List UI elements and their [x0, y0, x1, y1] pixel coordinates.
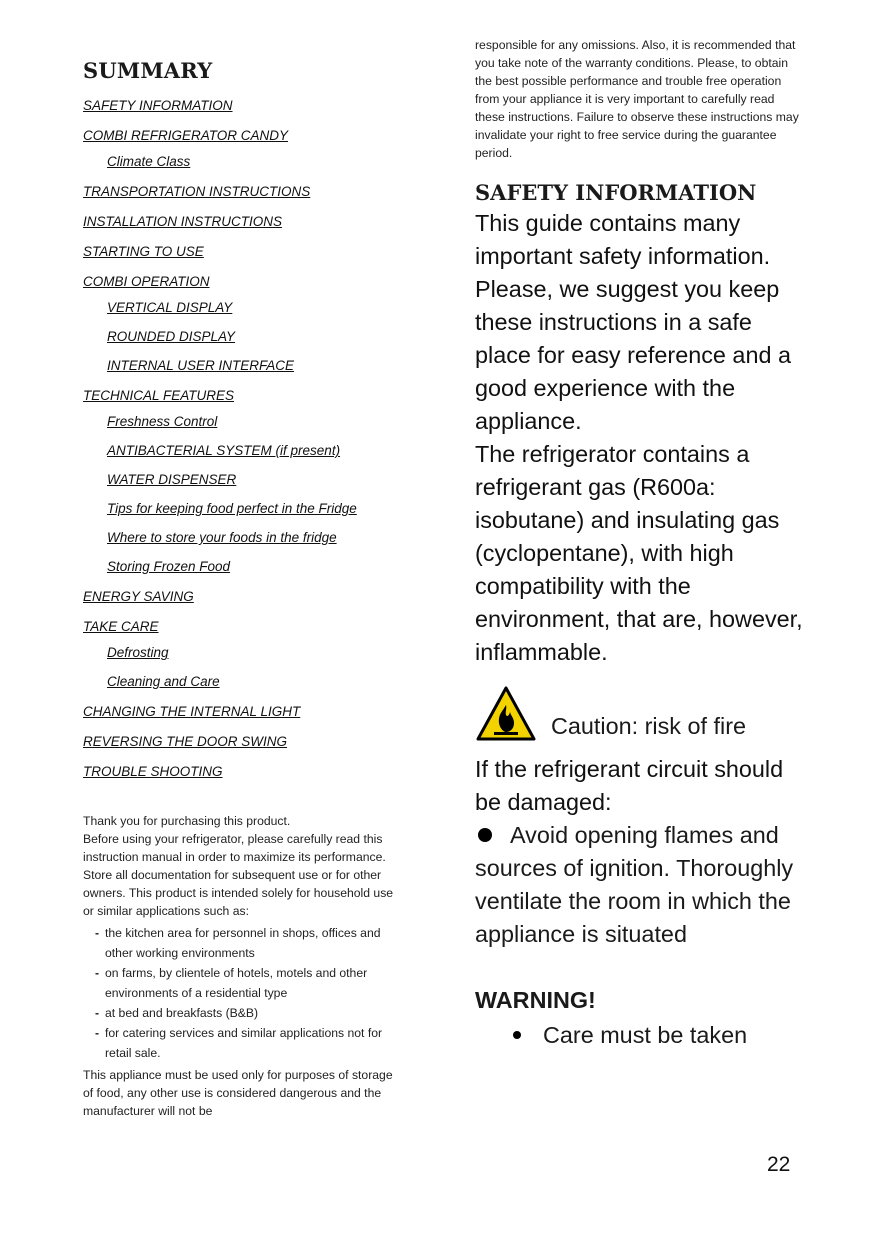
bullet-icon — [513, 1031, 521, 1039]
ignition-bullet: Avoid opening flames and sources of ignition. Thoroughly ventilate the room in which the appliance is situated — [475, 822, 794, 947]
right-column — [475, 36, 805, 1052]
dash-icon: - — [95, 1006, 100, 1020]
usage-item: - the kitchen area for personnel in shops, offices and other working environments — [83, 923, 403, 963]
safety-paragraph-2: The refrigerator contains a refrigerant gas (R600a: isobutane) and insulating gas (cyclopentane), with high compatibility with the environment, that are, however, inflammable. — [475, 441, 803, 665]
toc-internal-user-interface[interactable]: INTERNAL USER INTERFACE — [107, 358, 295, 373]
toc-safety-information[interactable]: SAFETY INFORMATION — [83, 98, 233, 113]
toc-starting-to-use[interactable]: STARTING TO USE — [83, 244, 204, 259]
toc-tips-fridge[interactable]: Tips for keeping food perfect in the Fridge — [107, 501, 357, 516]
toc-trouble-shooting[interactable]: TROUBLE SHOOTING — [83, 764, 223, 779]
toc-combi-refrigerator[interactable]: COMBI REFRIGERATOR CANDY — [83, 128, 289, 143]
toc-take-care[interactable]: TAKE CARE — [83, 619, 159, 634]
intro-before-using: Before using your refrigerator, please carefully read this instruction manual in order to maximize its performance. Store all documentation for subsequent use or for other owners. This product is intended solely for household use or similar applications such as: — [83, 832, 394, 918]
dash-icon: - — [95, 966, 100, 980]
bullet-icon — [478, 828, 492, 842]
toc-energy-saving[interactable]: ENERGY SAVING — [83, 589, 194, 604]
warning-heading: WARNING! — [475, 987, 596, 1013]
toc-defrosting[interactable]: Defrosting — [107, 645, 169, 660]
warning-item: Care must be taken — [513, 1019, 805, 1052]
page-number: 22 — [767, 1153, 791, 1176]
toc-transportation[interactable]: TRANSPORTATION INSTRUCTIONS — [83, 184, 311, 199]
usage-item: - on farms, by clientele of hotels, motels and other environments of a residential type — [83, 963, 403, 1003]
toc-climate-class[interactable]: Climate Class — [107, 154, 191, 169]
toc-storing-frozen-food[interactable]: Storing Frozen Food — [107, 559, 231, 574]
intro-thank-you: Thank you for purchasing this product. — [83, 814, 291, 828]
toc-where-to-store[interactable]: Where to store your foods in the fridge — [107, 530, 337, 545]
toc-cleaning-and-care[interactable]: Cleaning and Care — [107, 674, 220, 689]
caution-text: Caution: risk of fire — [551, 712, 746, 739]
continuation-text: responsible for any omissions. Also, it is recommended that you take note of the warranty conditions. Please, to obtain the best possible performance and trouble free operation from your appliance it is very important to carefully read these instructions. Failure to observe these instructions may invalidate your right to free service during the guarantee period. — [475, 38, 799, 160]
usage-item: - for catering services and similar applications not for retail sale. — [83, 1023, 403, 1063]
left-column — [83, 58, 403, 1120]
toc-changing-internal-light[interactable]: CHANGING THE INTERNAL LIGHT — [83, 704, 301, 719]
dash-icon: - — [95, 1026, 100, 1040]
toc-rounded-display[interactable]: ROUNDED DISPLAY — [107, 329, 236, 344]
circuit-damage-text: If the refrigerant circuit should be damaged: — [475, 756, 784, 815]
usage-list — [83, 923, 403, 1063]
toc-reversing-door-swing[interactable]: REVERSING THE DOOR SWING — [83, 734, 288, 749]
usage-item: - at bed and breakfasts (B&B) — [83, 1003, 403, 1023]
flammable-warning-icon — [475, 685, 537, 743]
toc-antibacterial-system[interactable]: ANTIBACTERIAL SYSTEM (if present) — [107, 443, 341, 458]
toc-combi-operation[interactable]: COMBI OPERATION — [83, 274, 210, 289]
dash-icon: - — [95, 926, 100, 940]
toc-water-dispenser[interactable]: WATER DISPENSER — [107, 472, 237, 487]
safety-information-heading: SAFETY INFORMATION — [475, 180, 757, 205]
caution-row — [475, 685, 805, 743]
summary-title: SUMMARY — [83, 58, 213, 83]
safety-paragraph-1: This guide contains many important safety information. Please, we suggest you keep these instructions in a safe place for easy reference and a good experience with the appliance. — [475, 210, 791, 434]
toc-vertical-display[interactable]: VERTICAL DISPLAY — [107, 300, 233, 315]
intro-text — [83, 812, 403, 1120]
toc-freshness-control[interactable]: Freshness Control — [107, 414, 218, 429]
intro-purpose: This appliance must be used only for purposes of storage of food, any other use is considered dangerous and the manufacturer will not be — [83, 1068, 393, 1118]
toc-installation[interactable]: INSTALLATION INSTRUCTIONS — [83, 214, 283, 229]
toc-technical-features[interactable]: TECHNICAL FEATURES — [83, 388, 235, 403]
table-of-contents — [83, 97, 403, 780]
